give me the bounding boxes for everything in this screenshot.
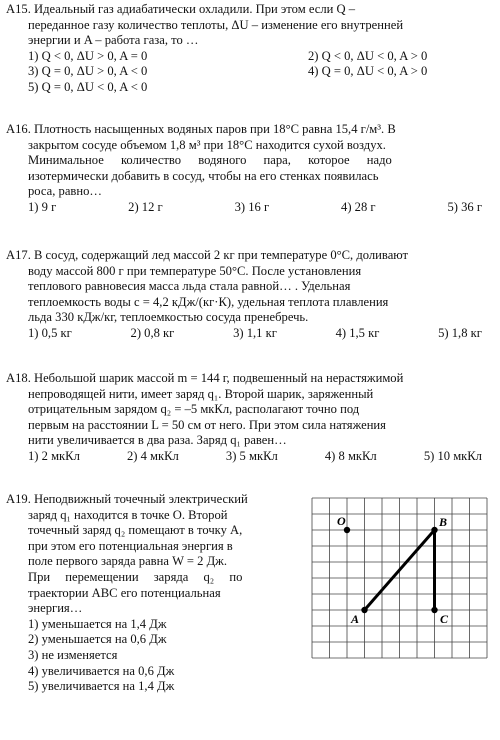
answer-options [6, 49, 490, 96]
answer-option[interactable]: 2) Q < 0, ΔU < 0, A > 0 [308, 48, 428, 63]
question-text-line: А19. Неподвижный точечный электрический [6, 492, 248, 506]
answer-option[interactable]: 3) не изменяется [28, 647, 118, 662]
answer-option[interactable]: 1) 0,5 кг [28, 325, 72, 340]
answer-option[interactable]: 4) 28 г [341, 199, 376, 214]
answer-option[interactable]: 4) Q = 0, ΔU < 0, A > 0 [308, 64, 428, 79]
question-a19 [6, 492, 306, 695]
label-a: A [351, 612, 360, 626]
answer-option[interactable]: 3) 16 г [234, 199, 270, 214]
answer-option[interactable]: 2) уменьшается на 0,6 Дж [28, 632, 167, 647]
question-text-line: При перемещении заряда q₂ по [28, 569, 243, 584]
answer-option[interactable]: 5) увеличивается на 1,4 Дж [28, 679, 175, 694]
answer-option[interactable]: 1) Q < 0, ΔU > 0, A = 0 [28, 48, 148, 63]
answer-option[interactable]: 3) 5 мкКл [225, 448, 278, 463]
answer-option[interactable]: 4) увеличивается на 0,6 Дж [28, 663, 175, 678]
question-text-line: закрытом сосуде объемом 1,8 м³ при 18°C находится сухой воздух. [28, 137, 386, 152]
answer-options [6, 449, 490, 465]
point-c [431, 607, 437, 613]
question-text-line: траектории ABC его потенциальная [28, 585, 221, 600]
question-a15 [6, 2, 490, 96]
answer-options [6, 200, 490, 216]
answer-option[interactable]: 1) 9 г [28, 199, 57, 214]
answer-option[interactable]: 3) 1,1 кг [233, 325, 277, 340]
answer-option[interactable]: 4) 8 мкКл [324, 448, 377, 463]
question-text-line: А16. Плотность насыщенных водяных паров при 18°C равна 15,4 г/м³. В [6, 122, 396, 136]
answer-option[interactable]: 1) 2 мкКл [28, 448, 80, 463]
answer-option[interactable]: 3) Q = 0, ΔU > 0, A < 0 [28, 64, 148, 79]
question-text-line: нити увеличивается в два раза. Заряд q₁ равен… [28, 433, 287, 448]
answer-option[interactable]: 5) 10 мкКл [423, 448, 482, 463]
question-text-line: поле первого заряда равна W = 2 Дж. [28, 554, 228, 569]
label-b: B [439, 515, 448, 529]
question-text-line: энергии и A – работа газа, то … [28, 33, 199, 48]
trajectory-figure [307, 492, 492, 662]
question-text-line: А17. В сосуд, содержащий лед массой 2 кг при температуре 0°C, доливают [6, 248, 409, 262]
question-text-line: изотермически добавить в сосуд, чтобы на его стенках появилась [28, 168, 379, 183]
question-text-line: теплового равновесия масса льда стала равной… . Удельная [28, 279, 351, 294]
answer-option[interactable]: 1) уменьшается на 1,4 Дж [28, 616, 167, 631]
answer-option[interactable]: 2) 0,8 кг [130, 325, 175, 340]
answer-option[interactable]: 5) Q = 0, ΔU < 0, A < 0 [28, 79, 148, 94]
answer-option[interactable]: 2) 12 г [128, 199, 163, 214]
question-text-line: отрицательным зарядом q₂ = –5 мкКл, располагают точно под [28, 402, 360, 417]
question-text-line: теплоемкость воды c = 4,2 кДж/(кг·К), удельная теплота плавления [28, 294, 389, 309]
answer-option[interactable]: 5) 1,8 кг [438, 325, 482, 340]
answer-option[interactable]: 5) 36 г [447, 199, 482, 214]
question-a16 [6, 122, 490, 216]
question-text-line: А15. Идеальный газ адиабатически охладили. При этом если Q – [6, 2, 356, 16]
answer-option[interactable]: 2) 4 мкКл [126, 448, 179, 463]
question-text-line: переданное газу количество теплоты, ΔU – изменение его внутренней [28, 17, 404, 32]
answer-options [6, 326, 490, 342]
answer-option[interactable]: 4) 1,5 кг [335, 325, 380, 340]
question-text-line: льда 330 кДж/кг, теплоемкостью сосуда пренебречь. [28, 310, 309, 325]
question-a17 [6, 248, 490, 342]
question-text-line: воду массой 800 г при температуре 50°C. После установления [28, 263, 362, 278]
question-text-line: непроводящей нити, имеет заряд q₁. Второй шарик, заряженный [28, 386, 374, 401]
answer-options [6, 617, 306, 695]
question-text-line: Минимальное количество водяного пара, которое надо [28, 153, 392, 168]
label-o: O [337, 514, 346, 528]
question-a18 [6, 371, 490, 465]
point-b [431, 527, 437, 533]
label-c: C [440, 612, 449, 626]
question-text-line: А18. Небольшой шарик массой m = 144 г, подвешенный на нерастяжимой [6, 371, 404, 385]
question-text-line: роса, равно… [28, 184, 103, 199]
question-text-line: энергия… [28, 601, 83, 616]
question-text-line: первым на расстоянии L = 50 см от него. При этом сила натяжения [28, 417, 386, 432]
question-text-line: заряд q₁ находится в точке O. Второй [28, 507, 228, 522]
question-text-line: точечный заряд q₂ помещают в точку A, [28, 523, 243, 538]
point-a [361, 607, 367, 613]
question-text-line: при этом его потенциальная энергия в [28, 538, 233, 553]
grid-diagram [307, 492, 492, 662]
